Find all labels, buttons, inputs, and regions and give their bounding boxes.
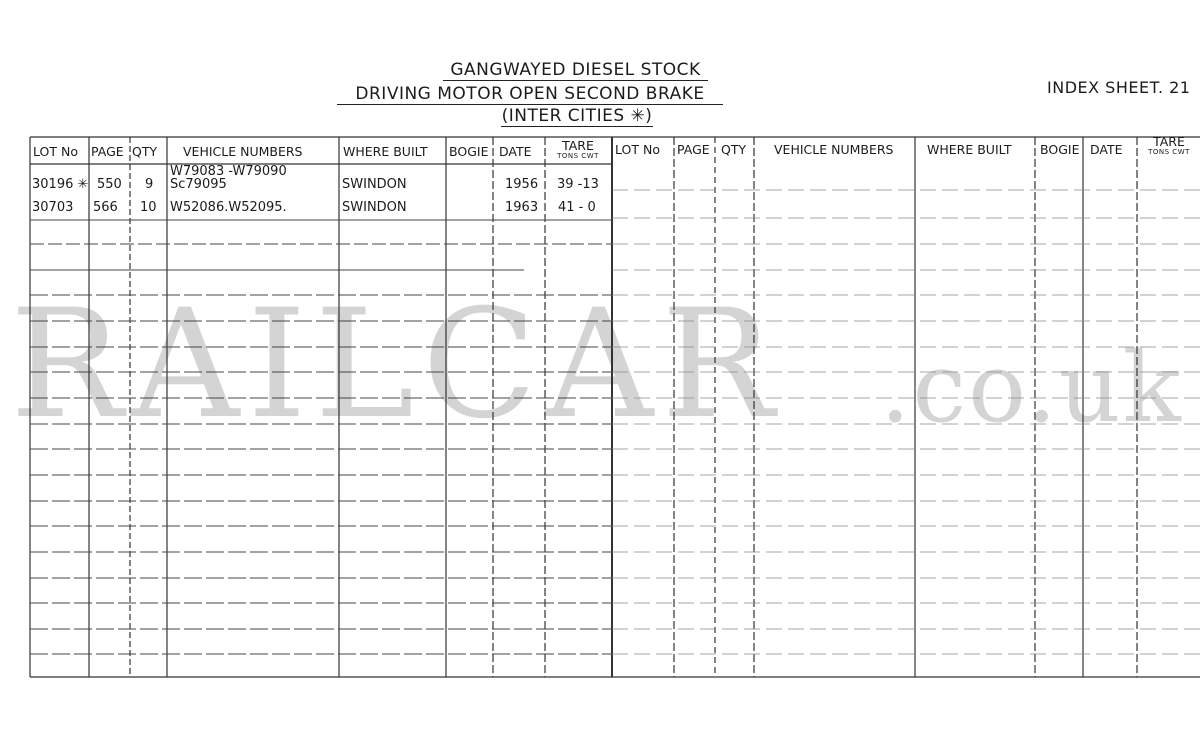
title-line-3: (INTER CITIES ✳) [501,106,653,126]
header-right-qty: QTY [721,142,747,157]
row1-where-built: SWINDON [342,177,407,192]
row2-vehicle-numbers: W52086.W52095. [170,200,287,215]
header-right-tare-units: TONS CWT [1148,148,1190,156]
row1-lot-no: 30196 ✳ [32,177,89,192]
watermark-main: RAILCAR [10,285,783,445]
row1-vehicle-numbers-line1: W79083 -W79090 [170,164,287,179]
header-where-built: WHERE BUILT [343,144,428,159]
header-date: DATE [499,144,532,159]
row2-tare: 41 - 0 [558,200,596,215]
row1-vehicle-numbers-line2: Sc79095 [170,177,227,192]
index-sheet-number: INDEX SHEET. 21 [1047,78,1191,97]
header-right-lot-no: LOT No [615,142,660,157]
row1-date: 1956 [505,177,539,192]
header-right-date: DATE [1090,142,1123,157]
header-right-where-built: WHERE BUILT [927,142,1012,157]
row2-lot-no: 30703 [32,200,74,215]
title-line-1: GANGWAYED DIESEL STOCK [443,60,708,81]
header-right-vehicle-numbers: VEHICLE NUMBERS [774,142,894,157]
header-bogie: BOGIE [449,144,489,159]
header-lot-no: LOT No [33,144,78,159]
row1-page: 550 [97,177,122,192]
header-tare [546,139,610,161]
header-qty: QTY [132,144,158,159]
row1-qty: 9 [145,177,154,192]
row2-page: 566 [93,200,118,215]
header-page: PAGE [91,144,124,159]
header-right-page: PAGE [677,142,710,157]
header-tare-units: TONS CWT [557,152,599,160]
row2-date: 1963 [505,200,539,215]
row1-tare: 39 -13 [557,177,599,192]
header-vehicle-numbers: VEHICLE NUMBERS [183,144,303,159]
title-line-2: DRIVING MOTOR OPEN SECOND BRAKE [337,84,723,105]
header-right-tare-label: TARE [1153,134,1185,149]
header-right-tare [1138,135,1200,157]
row2-where-built: SWINDON [342,200,407,215]
header-right-bogie: BOGIE [1040,142,1080,157]
watermark-domain: .co.uk [880,332,1183,444]
row2-qty: 10 [140,200,157,215]
header-tare-label: TARE [562,138,594,153]
